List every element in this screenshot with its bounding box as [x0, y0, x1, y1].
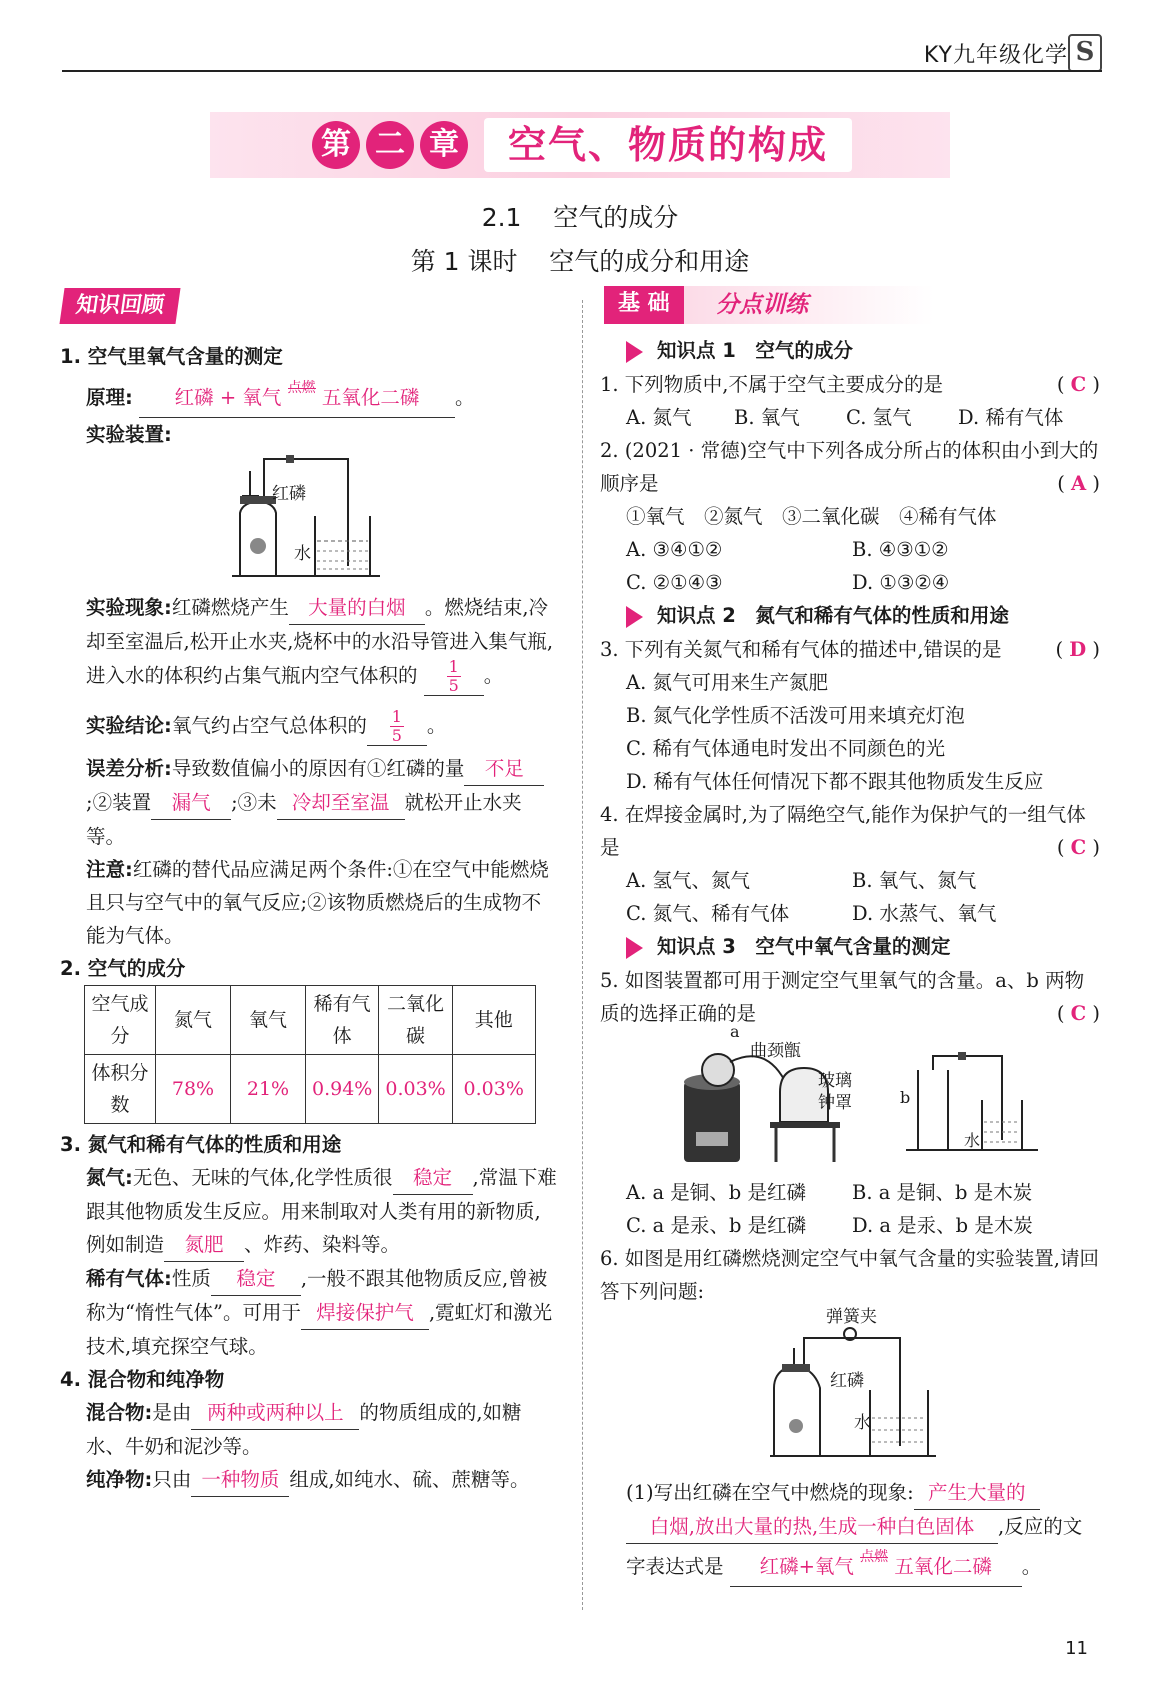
- section-number: 2.1: [481, 203, 522, 232]
- option: A. 氮气: [626, 406, 692, 429]
- nitrogen-text-2: ,常温下难跟其他物质发生反应。用来制取对人类有用的新物质,例如制造: [86, 1166, 557, 1256]
- option: B. 氧气: [734, 406, 800, 429]
- option: C. ②①④③: [626, 571, 723, 594]
- arrow-line: [288, 388, 316, 389]
- question-6: 6. 如图是用红磷燃烧测定空气中氧气含量的实验装置,请回答下列问题:: [600, 1247, 1100, 1303]
- option: D. ①③②④: [852, 571, 950, 594]
- book-title: KY九年级化学: [923, 43, 1068, 68]
- training-tag: 分点训练: [716, 292, 808, 318]
- eq-plus: +: [219, 386, 237, 409]
- right-column: [600, 334, 1100, 1587]
- table-header-cell: 氧气: [231, 986, 306, 1055]
- volume-fraction-answer: [424, 658, 484, 696]
- phenomenon-para: 实验现象:红磷燃烧产生 大量的白烟 。燃烧结束,冷却至室温后,松开止水夹,烧杯中的水沿导管进入集气瓶,进入水的体积约占集气瓶内空气体积的 $\frac{1}{5}$ 。: [60, 591, 560, 696]
- q2-options-row-1: [600, 533, 1100, 566]
- option: A. a 是铜、b 是红磷: [626, 1181, 806, 1204]
- q5-options-row-1: [600, 1176, 1100, 1209]
- kp2-text: 知识点 2 氮气和稀有气体的性质和用途: [657, 604, 1009, 627]
- fig6-label-clip: 弹簧夹: [826, 1307, 877, 1327]
- principle-line: 原理: 红磷 + 氧气 点燃 五氧化二磷 。: [60, 381, 560, 418]
- error-text-1: 导致数值偏小的原因有①红磷的量: [171, 757, 465, 780]
- question-5: 5. 如图装置都可用于测定空气里氧气的含量。a、b 两物质的选择正确的是 ( C ): [600, 969, 1100, 1025]
- table-header-cell: 其他: [452, 986, 535, 1055]
- option: A. 氮气可用来生产氮肥: [626, 671, 828, 694]
- mixture-answer: 两种或两种以上: [191, 1396, 359, 1430]
- option: D. 稀有气体任何情况下都不跟其他物质发生反应: [626, 770, 1044, 793]
- eq-arrow: [288, 372, 316, 405]
- header-rule: [62, 70, 1102, 72]
- eq-product: 五氧化二磷: [894, 1555, 992, 1578]
- section-3-title: 3. 氮气和稀有气体的性质和用途: [60, 1133, 342, 1156]
- q6-1-text-2: ,反应的文字表达式是: [626, 1515, 1083, 1578]
- apparatus-label: 实验装置:: [86, 423, 172, 446]
- fig6-label-red-p: 红磷: [830, 1371, 864, 1391]
- question-4: 4. 在焊接金属时,为了隔绝空气,能作为保护气的一组气体是 ( C ): [600, 803, 1100, 859]
- q6-1-end: 。: [1021, 1555, 1042, 1578]
- phenomenon-text-1: 红磷燃烧产生: [171, 596, 289, 619]
- q5-figure: [600, 1022, 1100, 1176]
- fraction-2: [390, 708, 404, 745]
- pure-para: [60, 1463, 560, 1497]
- kp1-text: 知识点 1 空气的成分: [657, 339, 853, 362]
- nitrogen-text-3: 、炸药、染料等。: [244, 1233, 401, 1256]
- apparatus-svg: [220, 451, 460, 587]
- eq-red-p: 红磷: [759, 1555, 799, 1578]
- apparatus-figure: [60, 451, 560, 591]
- error-answer-1: 不足: [464, 752, 544, 786]
- chapter-char-1: 第: [312, 121, 360, 169]
- table-row: [85, 986, 536, 1055]
- error-text-4: 就松开止水夹等。: [86, 791, 522, 848]
- option: C. 氮气、稀有气体: [626, 902, 790, 925]
- q4-answer: C: [1070, 836, 1087, 859]
- play-triangle-icon: [626, 606, 643, 628]
- q2-answer: A: [1071, 472, 1087, 495]
- pure-label: 纯净物:: [86, 1468, 153, 1491]
- table-cell: 0.94%: [306, 1055, 379, 1124]
- error-answer-3: 冷却至室温: [277, 786, 405, 820]
- q4-text: 4. 在焊接金属时,为了隔绝空气,能作为保护气的一组气体是: [600, 803, 1086, 859]
- table-cell: 0.03%: [379, 1055, 452, 1124]
- q2-items: ①氧气 ②氮气 ③二氧化碳 ④稀有气体: [626, 505, 997, 528]
- error-text-3: ;③未: [231, 791, 277, 814]
- option: C. 氢气: [846, 406, 912, 429]
- question-3: 3. 下列有关氮气和稀有气体的描述中,错误的是 ( D ): [600, 638, 1100, 661]
- phenomenon-label: 实验现象:: [86, 596, 172, 619]
- principle-label: 原理:: [86, 386, 133, 409]
- mixture-label: 混合物:: [86, 1401, 153, 1424]
- conclusion-text: 氧气约占空气总体积的: [171, 714, 367, 737]
- eq-oxygen: 氧气: [814, 1555, 854, 1578]
- q6-1-equation-answer: [730, 1550, 1022, 1587]
- eq-condition: 点燃: [860, 1549, 889, 1565]
- option: B. 氮气化学性质不活泼可用来填充灯泡: [626, 704, 965, 727]
- air-composition-table: [84, 985, 536, 1124]
- eq-red-p: 红磷: [174, 386, 214, 409]
- rare-gas-text-2: ,一般不跟其他物质反应,曾被称为“惰性气体”。可用于: [86, 1267, 548, 1324]
- rare-gas-para: [60, 1262, 560, 1363]
- fig-label-water: 水: [294, 544, 311, 564]
- section-heading: [0, 198, 1160, 234]
- option: D. 稀有气体: [958, 406, 1064, 429]
- phenomenon-text-2: 。燃烧结束,冷却至室温后,松开止水夹,烧杯中的水沿导管进入集气瓶,进入水的体积约占集气瓶内空气体积的: [86, 596, 554, 687]
- error-text-2: ;②装置: [86, 791, 152, 814]
- table-header-cell: 稀有气体: [306, 986, 379, 1055]
- chapter-title: 空气、物质的构成: [484, 118, 852, 172]
- kp3-text: 知识点 3 空气中氧气含量的测定: [657, 935, 951, 958]
- review-tag: 知识回顾: [59, 288, 180, 324]
- q1-options: [600, 401, 1100, 434]
- option: B. 氧气、氮气: [852, 869, 977, 892]
- q5-answer: C: [1070, 1002, 1087, 1025]
- q4-options-row-2: [600, 897, 1100, 930]
- lesson-title: 空气的成分和用途: [549, 247, 750, 276]
- fig-label-red-p: 红磷: [272, 484, 306, 504]
- nitrogen-label: 氮气:: [86, 1166, 133, 1189]
- note-text: 红磷的替代品应满足两个条件:①在空气中能燃烧且只与空气中的氧气反应;②该物质燃烧后的生成物不能为气体。: [86, 858, 549, 947]
- knowledge-point-3: [600, 930, 1100, 964]
- q4-options-row-1: [600, 864, 1100, 897]
- q2-text: 2. (2021 · 常德)空气中下列各成分所占的体积由小到大的顺序是: [600, 439, 1099, 495]
- rare-gas-text-1: 性质: [171, 1267, 211, 1290]
- question-2: 2. (2021 · 常德)空气中下列各成分所占的体积由小到大的顺序是 ( A ): [600, 439, 1100, 495]
- q6-apparatus-svg: [770, 1318, 940, 1468]
- principle-answer: [139, 381, 455, 418]
- rare-gas-text-3: ,霓虹灯和激光技术,填充探空气球。: [86, 1301, 553, 1358]
- option: B. ④③①②: [852, 538, 949, 561]
- option: C. 稀有气体通电时发出不同颜色的光: [626, 737, 946, 760]
- column-divider: [582, 300, 583, 1610]
- eq-oxygen: 氧气: [242, 386, 282, 409]
- rare-gas-answer-2: 焊接保护气: [301, 1296, 429, 1330]
- table-cell: 78%: [156, 1055, 231, 1124]
- table-header-cell: 氮气: [156, 986, 231, 1055]
- rare-gas-answer-1: 稳定: [211, 1262, 301, 1296]
- q5-text: 5. 如图装置都可用于测定空气里氧气的含量。a、b 两物质的选择正确的是: [600, 969, 1085, 1025]
- q6-part-1: [600, 1476, 1100, 1587]
- q6-figure: [600, 1308, 1100, 1468]
- option: D. a 是汞、b 是木炭: [852, 1214, 1033, 1237]
- nitrogen-text-1: 无色、无味的气体,化学性质很: [132, 1166, 393, 1189]
- table-row: [85, 1055, 536, 1124]
- q1-answer: C: [1070, 373, 1087, 396]
- table-header-cell: 二氧化碳: [379, 986, 452, 1055]
- chapter-char-2: 二: [366, 121, 414, 169]
- fig5-label-bell-1: 玻璃: [818, 1071, 852, 1091]
- fraction-2-num: 1: [391, 707, 402, 726]
- lesson-heading: [0, 242, 1160, 278]
- table-header-cell: 空气成分: [85, 986, 156, 1055]
- fraction-num: 1: [448, 657, 459, 676]
- fig6-label-water: 水: [854, 1413, 871, 1433]
- mixture-text-2: 的物质组成的,如糖水、牛奶和泥沙等。: [86, 1401, 522, 1458]
- fig5-label-bell-2: 钟罩: [818, 1093, 852, 1113]
- knowledge-point-2: [600, 599, 1100, 633]
- q1-text: 1. 下列物质中,不属于空气主要成分的是: [600, 373, 944, 396]
- option: A. ③④①②: [626, 538, 723, 561]
- play-triangle-icon: [626, 341, 643, 363]
- conclusion-label: 实验结论:: [86, 714, 172, 737]
- arrow-line: [860, 1557, 888, 1558]
- conclusion-answer: [367, 708, 427, 746]
- table-cell: 21%: [231, 1055, 306, 1124]
- publisher-logo-icon: S: [1068, 34, 1102, 72]
- section-2-title: 2. 空气的成分: [60, 957, 186, 980]
- option: B. a 是铜、b 是木炭: [852, 1181, 1033, 1204]
- fig5-label-water: 水: [964, 1131, 981, 1150]
- q2-options-row-2: [600, 566, 1100, 599]
- option: A. 氢气、氮气: [626, 869, 750, 892]
- note-para: [60, 853, 560, 952]
- lesson-label: 第 1 课时: [410, 247, 518, 276]
- eq-condition: 点燃: [287, 380, 316, 396]
- fraction-2-den: 5: [391, 726, 402, 745]
- section-1-title: 1. 空气里氧气含量的测定: [60, 345, 283, 368]
- mixture-text-1: 是由: [152, 1401, 192, 1424]
- question-1: 1. 下列物质中,不属于空气主要成分的是 ( C ): [600, 373, 1100, 396]
- error-label: 误差分析:: [86, 757, 172, 780]
- mixture-para: [60, 1396, 560, 1463]
- table-row-label: 体积分数: [85, 1055, 156, 1124]
- fig5-label-b: b: [900, 1088, 911, 1107]
- pure-answer: 一种物质: [191, 1463, 289, 1497]
- conclusion-line: 实验结论:氧气约占空气总体积的 $\frac{1}{5}$ 。: [86, 707, 447, 745]
- pure-text-2: 组成,如纯水、硫、蔗糖等。: [289, 1468, 530, 1491]
- q3-answer: D: [1069, 638, 1087, 661]
- fraction-den: 5: [448, 676, 459, 695]
- nitrogen-answer-1: 稳定: [393, 1161, 473, 1195]
- q3-text: 3. 下列有关氮气和稀有气体的描述中,错误的是: [600, 638, 1002, 661]
- nitrogen-para: [60, 1161, 560, 1262]
- fig5-label-retort: 曲颈甑: [750, 1041, 801, 1061]
- phenomenon-answer: 大量的白烟: [289, 591, 425, 625]
- section-title: 空气的成分: [553, 203, 679, 232]
- q6-1-answer-2: 白烟,放出大量的热,生成一种白色固体: [626, 1510, 998, 1544]
- error-answer-2: 漏气: [151, 786, 231, 820]
- note-label: 注意:: [86, 858, 133, 881]
- option: D. 水蒸气、氧气: [852, 902, 997, 925]
- section-4-title: 4. 混合物和纯净物: [60, 1368, 225, 1391]
- q5-options-row-2: [600, 1209, 1100, 1242]
- rare-gas-label: 稀有气体:: [86, 1267, 172, 1290]
- basic-tag: 基 础: [604, 286, 684, 324]
- q6-1-text: (1)写出红磷在空气中燃烧的现象:: [626, 1481, 914, 1504]
- nitrogen-answer-2: 氮肥: [164, 1228, 244, 1262]
- left-column: [60, 340, 560, 1497]
- option: C. a 是汞、b 是红磷: [626, 1214, 807, 1237]
- fig5-label-a: a: [730, 1022, 740, 1041]
- fraction: [447, 658, 461, 695]
- eq-arrow: [860, 1541, 888, 1574]
- pure-text-1: 只由: [152, 1468, 192, 1491]
- error-analysis: [60, 752, 560, 853]
- eq-product: 五氧化二磷: [321, 386, 420, 409]
- page-number: 11: [1065, 1638, 1088, 1659]
- table-cell: 0.03%: [452, 1055, 535, 1124]
- eq-plus: +: [798, 1555, 815, 1578]
- q6-1-answer-1: 产生大量的: [914, 1476, 1040, 1510]
- knowledge-point-1: [600, 334, 1100, 368]
- play-triangle-icon: [626, 937, 643, 959]
- chapter-char-3: 章: [420, 121, 468, 169]
